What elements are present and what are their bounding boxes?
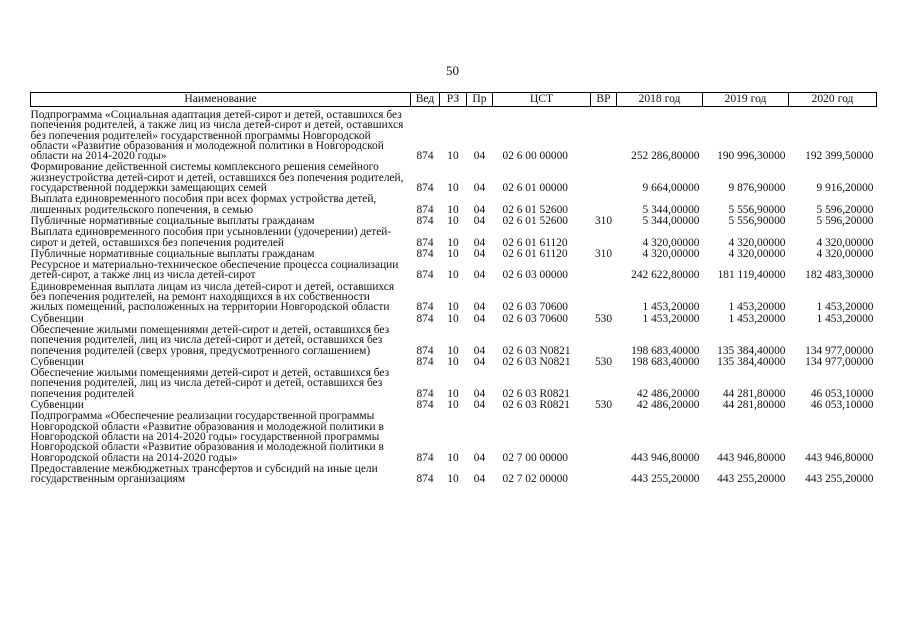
cell-ved: 874	[416, 269, 434, 282]
cell-2020: 134 977,00000	[805, 344, 874, 357]
cell-rz: 10	[447, 451, 459, 464]
cell-vr	[591, 107, 617, 163]
cell-2018: 5 344,00000	[642, 203, 700, 216]
cell-cst: 02 7 00 00000	[502, 451, 568, 464]
cell-ved: 874	[416, 387, 434, 400]
cell-2019: 44 281,80000	[722, 387, 786, 400]
cell-2020: 5 596,20000	[816, 203, 874, 216]
cell-rz: 10	[447, 387, 459, 400]
cell-2019: 443 946,80000	[717, 451, 786, 464]
cell-2018: 4 320,00000	[642, 236, 700, 249]
cell-cst: 02 6 00 00000	[502, 150, 568, 163]
cell-name: Публичные нормативные социальные выплаты гражданам	[30, 214, 315, 227]
cell-cst: 02 6 03 00000	[502, 269, 568, 282]
cell-ved: 874	[416, 312, 434, 325]
cell-2018: 5 344,00000	[642, 214, 700, 227]
cell-cst: 02 6 03 N0821	[502, 344, 571, 357]
cell-ved: 874	[416, 203, 434, 216]
table-row	[31, 282, 877, 314]
cell-2020: 1 453,20000	[816, 312, 874, 325]
cell-2018: 42 486,20000	[636, 387, 700, 400]
table-row	[31, 368, 877, 400]
cell-vr: 530	[594, 399, 613, 412]
cell-vr	[591, 325, 617, 357]
cell-ved: 874	[416, 214, 434, 227]
cell-2019: 1 453,20000	[728, 301, 786, 314]
cell-pr: 04	[473, 150, 486, 163]
cell-2019: 4 320,00000	[728, 247, 786, 260]
cell-cst: 02 6 01 61120	[502, 236, 568, 249]
cell-ved: 874	[416, 301, 434, 314]
cell-name: Подпрограмма «Обеспечение реализации государственной программы Новгородской области «Развитие образования и молодежной политики в Новгородской области на 2014-2020 годы» государственной программы Новгородской области «Развитие образования и молодежной политики в Новгородской области на 2014-2020 годы»	[30, 410, 384, 464]
table-header	[31, 93, 877, 107]
cell-2018: 1 453,20000	[642, 301, 700, 314]
cell-vr	[591, 260, 617, 282]
cell-pr: 04	[473, 182, 486, 195]
cell-ved: 874	[416, 182, 434, 195]
table-row	[31, 194, 877, 216]
cell-pr: 04	[473, 269, 486, 282]
cell-rz: 10	[447, 247, 459, 260]
cell-2019: 190 996,30000	[717, 150, 786, 163]
cell-2020: 46 053,10000	[810, 399, 874, 412]
cell-2019: 44 281,80000	[722, 399, 786, 412]
cell-name: Субвенции	[30, 355, 84, 368]
cell-pr: 04	[473, 387, 486, 400]
cell-ved: 874	[416, 150, 434, 163]
table-body	[31, 107, 877, 486]
cell-2020: 443 255,20000	[805, 473, 874, 486]
cell-cst: 02 6 03 R0821	[502, 399, 570, 412]
header-cst: ЦСТ	[493, 93, 591, 107]
cell-cst: 02 6 01 52600	[502, 203, 568, 216]
cell-2018: 443 946,80000	[631, 451, 700, 464]
cell-2020: 5 596,20000	[816, 214, 874, 227]
cell-2018: 242 622,80000	[631, 269, 700, 282]
cell-rz: 10	[447, 214, 459, 227]
table-row	[31, 411, 877, 463]
cell-name: Субвенции	[30, 399, 84, 412]
cell-pr: 04	[473, 247, 486, 260]
cell-vr	[591, 162, 617, 194]
cell-2018: 42 486,20000	[636, 399, 700, 412]
cell-pr: 04	[473, 301, 486, 314]
cell-pr: 04	[473, 214, 486, 227]
cell-name: Ресурсное и материально-техническое обеспечение процесса социализации детей-сирот, а также лиц из числа детей-сирот	[30, 259, 399, 282]
cell-rz: 10	[447, 182, 459, 195]
cell-ved: 874	[416, 451, 434, 464]
cell-2018: 4 320,00000	[642, 247, 700, 260]
cell-name: Публичные нормативные социальные выплаты гражданам	[30, 247, 315, 260]
cell-2019: 135 384,40000	[717, 344, 786, 357]
cell-2018: 252 286,80000	[631, 150, 700, 163]
cell-cst: 02 6 03 70600	[502, 301, 568, 314]
cell-2019: 5 556,90000	[728, 203, 786, 216]
page-number: 50	[446, 63, 459, 78]
cell-rz: 10	[447, 344, 459, 357]
cell-pr: 04	[473, 451, 486, 464]
cell-vr	[591, 282, 617, 314]
cell-rz: 10	[447, 203, 459, 216]
cell-vr	[591, 194, 617, 216]
cell-rz: 10	[447, 312, 459, 325]
cell-2020: 192 399,50000	[805, 150, 874, 163]
cell-cst: 02 6 01 61120	[502, 247, 568, 260]
cell-2018: 443 255,20000	[631, 473, 700, 486]
cell-name: Выплата единовременного пособия при всех формах устройства детей, лишенных родительского попечения, в семью	[30, 193, 377, 216]
cell-vr: 530	[594, 355, 613, 368]
cell-2020: 9 916,20000	[816, 182, 874, 195]
table-row	[31, 227, 877, 249]
cell-2018: 198 683,40000	[631, 344, 700, 357]
cell-rz: 10	[447, 301, 459, 314]
cell-name: Подпрограмма «Социальная адаптация детей-сирот и детей, оставшихся без попечения родителей, а также лиц из числа детей-сирот и детей, оставшихся без попечения родителей» государственной программы Новгородской области «Развитие образования и молодежной политики в Новгородской области на 2014-2020 годы»	[30, 109, 404, 163]
cell-name: Предоставление межбюджетных трансфертов и субсидий на иные цели государственным организациям	[30, 462, 378, 486]
cell-2019: 443 255,20000	[717, 473, 786, 486]
cell-2019: 5 556,90000	[728, 214, 786, 227]
cell-vr	[591, 411, 617, 463]
header-pr: Пр	[467, 93, 493, 107]
table-row	[31, 162, 877, 194]
cell-ved: 874	[416, 473, 434, 486]
cell-vr	[591, 464, 617, 486]
table-row	[31, 464, 877, 486]
cell-vr: 310	[594, 247, 613, 260]
cell-pr: 04	[473, 399, 486, 412]
header-vr: ВР	[591, 93, 617, 107]
cell-2018: 9 664,00000	[642, 182, 700, 195]
cell-2020: 4 320,00000	[816, 236, 874, 249]
cell-2019: 135 384,40000	[717, 355, 786, 368]
cell-2019: 9 876,90000	[728, 182, 786, 195]
cell-2020: 182 483,30000	[805, 269, 874, 282]
cell-vr	[591, 368, 617, 400]
cell-rz: 10	[447, 473, 459, 486]
cell-cst: 02 7 02 00000	[502, 473, 568, 486]
header-ved: Вед	[411, 93, 440, 107]
table-row	[31, 107, 877, 163]
cell-2019: 181 119,40000	[717, 269, 786, 282]
cell-pr: 04	[473, 344, 486, 357]
cell-pr: 04	[473, 355, 486, 368]
cell-pr: 04	[473, 312, 486, 325]
cell-2019: 4 320,00000	[728, 236, 786, 249]
header-2020: 2020 год	[789, 93, 877, 107]
cell-2018: 1 453,20000	[642, 312, 700, 325]
cell-cst: 02 6 03 70600	[502, 312, 568, 325]
cell-name: Выплата единовременного пособия при усыновлении (удочерении) детей-сирот и детей, оставшихся без попечения родителей	[30, 226, 392, 249]
header-rz: РЗ	[440, 93, 467, 107]
cell-vr: 530	[594, 312, 613, 325]
cell-pr: 04	[473, 236, 486, 249]
cell-2020: 46 053,10000	[810, 387, 874, 400]
table-row	[31, 260, 877, 282]
cell-rz: 10	[447, 269, 459, 282]
cell-name: Обеспечение жилыми помещениями детей-сирот и детей, оставшихся без попечения родителей, лиц из числа детей-сирот и детей, оставшихся без попечения родителей	[30, 367, 390, 400]
cell-ved: 874	[416, 399, 434, 412]
cell-vr	[591, 227, 617, 249]
cell-cst: 02 6 01 52600	[502, 214, 568, 227]
cell-name: Формирование действенной системы комплексного решения семейного жизнеустройства детей-сирот и детей, оставшихся без попечения родителей, государственной поддержки замещающих семей	[30, 161, 404, 195]
cell-2020: 4 320,00000	[816, 247, 874, 260]
cell-rz: 10	[447, 236, 459, 249]
cell-ved: 874	[416, 344, 434, 357]
cell-2020: 1 453,20000	[816, 301, 874, 314]
cell-pr: 04	[473, 473, 486, 486]
cell-name: Субвенции	[30, 312, 84, 325]
cell-vr: 310	[594, 214, 613, 227]
cell-name: Единовременная выплата лицам из числа детей-сирот и детей, оставшихся без попечения родителей, на ремонт находящихся в их собственности жилых помещений, расположенных на территории Новгородской области	[30, 280, 395, 314]
budget-table	[30, 92, 877, 485]
cell-2020: 134 977,00000	[805, 355, 874, 368]
cell-ved: 874	[416, 236, 434, 249]
cell-ved: 874	[416, 247, 434, 260]
cell-2018: 198 683,40000	[631, 355, 700, 368]
cell-cst: 02 6 01 00000	[502, 182, 568, 195]
cell-rz: 10	[447, 399, 459, 412]
cell-name: Обеспечение жилыми помещениями детей-сирот и детей, оставшихся без попечения родителей, лиц из числа детей-сирот и детей, оставшихся без попечения родителей (сверх уровня, предусмотренного соглашением)	[30, 323, 390, 357]
header-name: Наименование	[31, 93, 411, 107]
cell-cst: 02 6 03 N0821	[502, 355, 571, 368]
header-2018: 2018 год	[617, 93, 703, 107]
cell-2019: 1 453,20000	[728, 312, 786, 325]
cell-cst: 02 6 03 R0821	[502, 387, 570, 400]
cell-2020: 443 946,80000	[805, 451, 874, 464]
cell-rz: 10	[447, 355, 459, 368]
table-row	[31, 325, 877, 357]
cell-ved: 874	[416, 355, 434, 368]
cell-pr: 04	[473, 203, 486, 216]
header-2019: 2019 год	[703, 93, 789, 107]
cell-rz: 10	[447, 150, 459, 163]
